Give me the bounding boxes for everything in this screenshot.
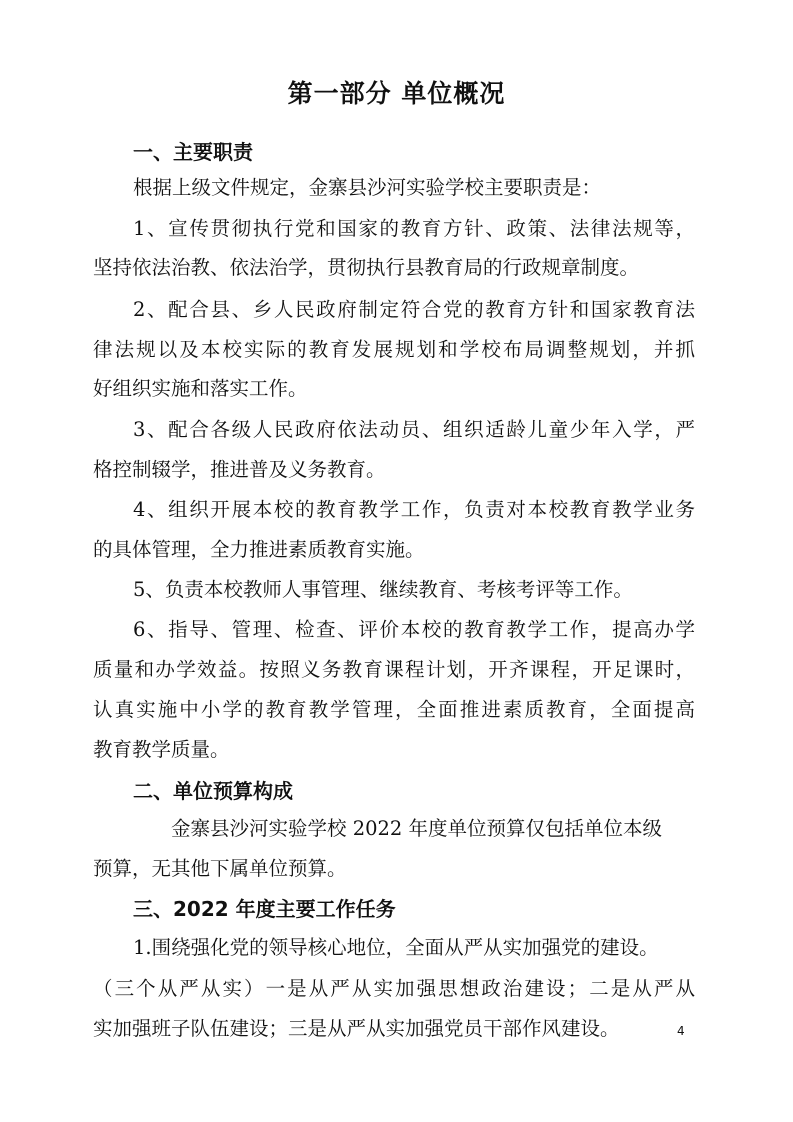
page-title: 第一部分 单位概况 <box>287 79 506 108</box>
paragraph-line: 4、组织开展本校的教育教学工作，负责对本校教育教学业务 <box>133 498 695 521</box>
section-heading-budget-composition: 二、单位预算构成 <box>133 779 293 803</box>
paragraph-line: 预算，无其他下属单位预算。 <box>93 857 347 880</box>
paragraph-line: 的具体管理，全力推进素质教育实施。 <box>93 538 425 561</box>
paragraph-line: （三个从严从实）一是从严从实加强思想政治建设；二是从严从 <box>93 977 695 1000</box>
paragraph-line: 实加强班子队伍建设；三是从严从实加强党员干部作风建设。 <box>93 1017 620 1040</box>
paragraph-line: 1、宣传贯彻执行党和国家的教育方针、政策、法律法规等， <box>133 217 695 240</box>
paragraph-line: 6、指导、管理、检查、评价本校的教育教学工作，提高办学 <box>133 618 695 641</box>
paragraph-line: 3、配合各级人民政府依法动员、组织适龄儿童少年入学，严 <box>133 418 695 441</box>
paragraph-line: 教育教学质量。 <box>93 738 230 761</box>
paragraph-line: 格控制辍学，推进普及义务教育。 <box>93 458 386 481</box>
paragraph-line: 认真实施中小学的教育教学管理，全面推进素质教育，全面提高 <box>93 698 695 721</box>
page-number: 4 <box>677 1024 685 1038</box>
section-heading-main-tasks: 三、2022 年度主要工作任务 <box>133 897 396 921</box>
paragraph-line: 根据上级文件规定，金寨县沙河实验学校主要职责是： <box>133 176 602 199</box>
paragraph-line: 律法规以及本校实际的教育发展规划和学校布局调整规划，并抓 <box>93 338 695 361</box>
paragraph-line: 坚持依法治教、依法治学，贯彻执行县教育局的行政规章制度。 <box>93 256 640 279</box>
paragraph-line: 5、负责本校教师人事管理、继续教育、考核考评等工作。 <box>133 578 633 601</box>
paragraph-line: 2、配合县、乡人民政府制定符合党的教育方针和国家教育法 <box>133 298 695 321</box>
paragraph-line: 金寨县沙河实验学校 2022 年度单位预算仅包括单位本级 <box>171 817 663 840</box>
paragraph-line: 质量和办学效益。按照义务教育课程计划，开齐课程，开足课时， <box>93 658 695 681</box>
paragraph-line: 好组织实施和落实工作。 <box>93 377 308 400</box>
paragraph-line: 1.围绕强化党的领导核心地位，全面从严从实加强党的建设。 <box>133 936 659 959</box>
section-heading-duties: 一、主要职责 <box>133 140 253 164</box>
